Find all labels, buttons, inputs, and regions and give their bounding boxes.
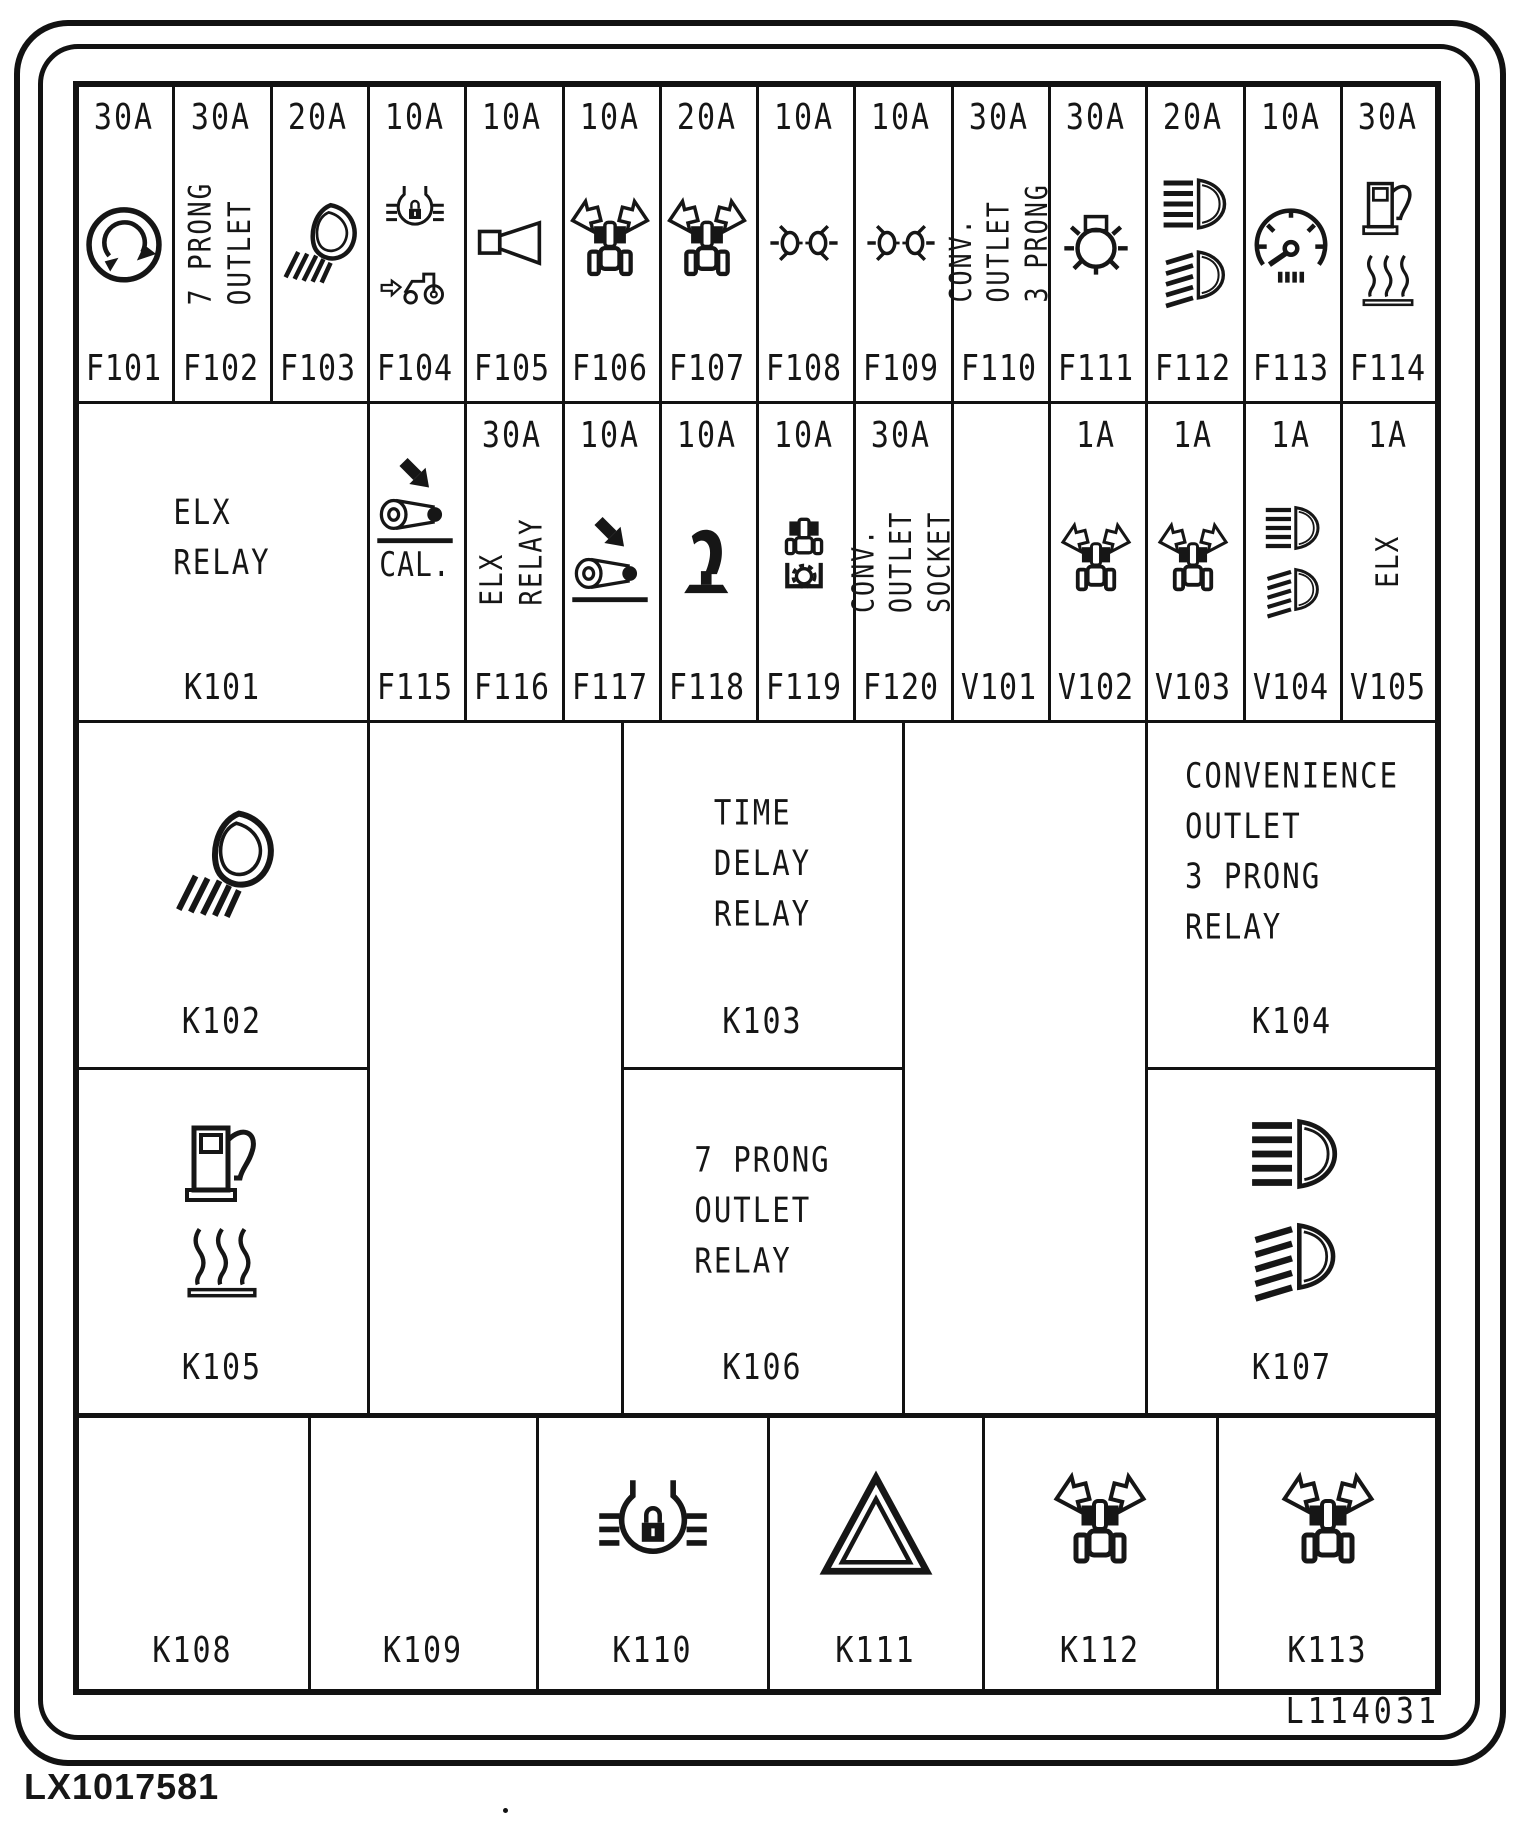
fuse-cell-f114	[1342, 86, 1434, 398]
socket-id: V104	[1252, 666, 1330, 709]
low-beam-icon	[1155, 248, 1231, 310]
relay-cell-k102	[78, 723, 366, 1065]
relay-cell-k104	[1148, 723, 1436, 1065]
amp-rating: 10A	[773, 96, 835, 139]
socket-cell-v105	[1342, 404, 1434, 717]
vertical-label	[1369, 535, 1408, 588]
fuse-id: F115	[376, 666, 454, 709]
horn-trumpet-icon	[669, 519, 745, 605]
relay-cell-k112	[985, 1417, 1215, 1690]
relay-id: K111	[835, 1629, 916, 1672]
amp-rating: 30A	[93, 96, 155, 139]
amp-rating: 1A	[1367, 414, 1409, 457]
vertical-label-line: RELAY	[513, 517, 550, 606]
relay-text-line: TIME	[713, 792, 792, 834]
relay-cell-k113	[1219, 1417, 1436, 1690]
relay-id: K103	[722, 1000, 803, 1043]
relay-cell-k107	[1148, 1070, 1436, 1411]
relay-cell-k110	[539, 1417, 766, 1690]
fuse-cell-f119	[758, 404, 850, 717]
work-light-icon	[157, 804, 287, 924]
roller-arrow-icon	[569, 519, 651, 605]
starter-motor-icon	[78, 197, 170, 289]
diff-lock-icon	[382, 180, 448, 240]
turn-signal-icon	[1278, 1464, 1378, 1586]
amp-rating: 20A	[287, 96, 349, 139]
relay-cell-k101	[78, 404, 366, 717]
vertical-label-line: SOCKET	[920, 510, 956, 613]
low-beam-icon	[1258, 566, 1324, 620]
relay-id: K108	[152, 1629, 233, 1672]
work-light-icon	[271, 198, 365, 288]
relay-cell-k106	[624, 1070, 901, 1411]
amp-rating: 1A	[1172, 414, 1214, 457]
fuse-cell-f111	[1050, 86, 1142, 398]
high-beam-icon	[1236, 1116, 1348, 1192]
relay-text-line: 3 PRONG	[1184, 855, 1322, 897]
amp-rating: 10A	[676, 414, 738, 457]
fuse-id: F103	[279, 347, 357, 390]
fuse-cell-f120	[845, 404, 956, 717]
fuse-cell-f118	[661, 404, 753, 717]
amp-rating: 10A	[579, 96, 641, 139]
amp-rating: 1A	[1075, 414, 1117, 457]
fuse-id: F108	[765, 347, 843, 390]
relay-cell-k111	[770, 1417, 981, 1690]
high-beam-icon	[1258, 504, 1324, 552]
fuse-cell-f106	[564, 86, 656, 398]
relay-text-line: CONVENIENCE	[1184, 754, 1400, 796]
relay-text-line: ELX	[173, 491, 232, 533]
relay-cell-k105	[78, 1070, 366, 1411]
vertical-label	[845, 510, 958, 612]
low-beam-icon	[1236, 1220, 1348, 1304]
fuse-id: F113	[1252, 347, 1330, 390]
relay-text-line: DELAY	[713, 843, 812, 884]
fuse-cell-f103	[272, 86, 364, 398]
fuse-id: F110	[960, 347, 1038, 390]
relay-cell-k108	[78, 1417, 307, 1690]
tractor-reverse-icon	[377, 248, 453, 306]
amp-rating: 10A	[481, 96, 543, 139]
light-bulb-icon	[1052, 199, 1140, 287]
fuel-pump-icon	[1353, 178, 1423, 242]
fuse-id: F120	[862, 666, 940, 709]
amp-rating: 30A	[190, 96, 252, 139]
tractor-pto-icon	[762, 516, 846, 608]
fuse-cell-f105	[466, 86, 558, 398]
amp-rating: 10A	[773, 414, 835, 457]
turn-signal-icon	[1058, 516, 1134, 608]
fuse-id: F116	[473, 666, 551, 709]
fuse-id: F119	[765, 666, 843, 709]
heater-icon	[1356, 252, 1420, 308]
relay-text	[694, 1134, 830, 1285]
high-beam-icon	[1155, 176, 1231, 232]
fuse-id: F118	[668, 666, 746, 709]
relay-text	[714, 788, 811, 939]
relay-id: K112	[1059, 1629, 1141, 1672]
fuse-id: F106	[571, 347, 649, 390]
fuse-id: F107	[668, 347, 746, 390]
amp-rating: 20A	[1162, 96, 1224, 139]
fuse-cell-f109	[855, 86, 947, 398]
turn-signal-icon	[1050, 1464, 1150, 1586]
amp-rating: 30A	[1065, 96, 1127, 139]
relay-text-line: OUTLET	[1184, 805, 1302, 847]
fuse-id: F101	[85, 347, 163, 390]
fuse-cell-f108	[758, 86, 850, 398]
fuse-cell-f102	[175, 86, 267, 398]
relay-id: K107	[1251, 1346, 1333, 1389]
vertical-label-line: OUTLET	[222, 198, 259, 305]
vertical-label	[473, 517, 551, 605]
amp-rating: 30A	[968, 96, 1030, 139]
amp-rating: 20A	[676, 96, 738, 139]
sheet-number: L114031	[1285, 1690, 1440, 1733]
socket-cell-v102	[1050, 404, 1142, 717]
fuse-cell-f113	[1245, 86, 1337, 398]
fuse-cell-f117	[564, 404, 656, 717]
amp-rating: 1A	[1270, 414, 1312, 457]
vertical-label-line: 7 PRONG	[183, 181, 220, 305]
amp-rating: 10A	[579, 414, 641, 457]
socket-cell-v103	[1147, 404, 1239, 717]
vertical-label	[182, 181, 260, 305]
amp-rating: 30A	[481, 414, 543, 457]
fuse-id: F105	[473, 347, 551, 390]
relay-cell-k103	[624, 723, 901, 1065]
amp-rating: 30A	[870, 414, 932, 457]
fuse-cell-f116	[466, 404, 558, 717]
relay-text-line: RELAY	[713, 893, 812, 935]
fuse-cell-f110	[943, 86, 1054, 398]
vertical-label-line: 3 PRONG	[1018, 183, 1054, 303]
relay-id: K113	[1287, 1629, 1368, 1672]
position-lights-icon	[758, 208, 850, 278]
fuse-cell-f101	[78, 86, 170, 398]
turn-signal-icon	[664, 191, 750, 295]
relay-id: K102	[181, 1000, 263, 1043]
fuse-id: F104	[376, 347, 454, 390]
relay-id: K101	[183, 666, 261, 709]
part-number: LX1017581	[24, 1766, 220, 1807]
position-lights-icon	[855, 208, 947, 278]
fuse-id: F114	[1349, 347, 1427, 390]
relay-id: K104	[1251, 1000, 1333, 1043]
socket-cell-v104	[1245, 404, 1337, 717]
socket-id: V105	[1349, 666, 1427, 709]
amp-rating: 10A	[384, 96, 446, 139]
vertical-label-line: ELX	[474, 552, 511, 606]
roller-arrow-icon	[374, 460, 456, 546]
relay-text	[1185, 750, 1399, 952]
relay-text	[173, 487, 270, 588]
socket-cell-v101	[953, 404, 1045, 717]
socket-id: V103	[1154, 666, 1232, 709]
fuel-pump-icon	[172, 1120, 272, 1212]
vertical-label-line: OUTLET	[981, 200, 1017, 303]
relay-text-line: RELAY	[173, 541, 271, 583]
relay-cell-k109	[311, 1417, 535, 1690]
vertical-label-line: OUTLET	[883, 510, 919, 613]
fuse-cell-f104	[369, 86, 461, 398]
relay-id: K110	[612, 1629, 693, 1672]
diff-lock-icon	[594, 1469, 712, 1581]
relay-text-line: 7 PRONG	[694, 1139, 831, 1180]
relay-text-line: RELAY	[694, 1240, 792, 1281]
socket-id: V102	[1057, 666, 1135, 709]
fuse-id: F111	[1057, 347, 1135, 390]
hazard-triangle-icon	[815, 1472, 937, 1578]
fuse-id: F117	[571, 666, 649, 709]
fuse-cell-f115	[369, 404, 461, 717]
amp-rating: 10A	[1260, 96, 1322, 139]
relay-text-line: RELAY	[1184, 906, 1283, 948]
fuse-id: F112	[1154, 347, 1232, 390]
vertical-label-line: CONV.	[943, 217, 979, 303]
vertical-label-line: ELX	[1369, 535, 1406, 588]
turn-signal-icon	[567, 191, 653, 295]
socket-id: V101	[960, 666, 1038, 709]
vertical-label-line: CONV.	[845, 527, 881, 613]
turn-signal-icon	[1155, 516, 1231, 608]
relay-text-line: OUTLET	[694, 1189, 812, 1231]
horn-icon	[468, 207, 556, 279]
vertical-label	[943, 183, 1056, 302]
stray-mark	[503, 1808, 508, 1813]
amp-rating: 10A	[870, 96, 932, 139]
fuse-cell-f112	[1147, 86, 1239, 398]
fuse-id: F102	[182, 347, 260, 390]
amp-rating: 30A	[1357, 96, 1419, 139]
relay-id: K109	[382, 1629, 464, 1672]
fuse-cell-f107	[661, 86, 753, 398]
relay-id: K105	[181, 1346, 263, 1389]
gauge-icon	[1246, 198, 1336, 288]
cal-caption: CAL.	[379, 544, 451, 585]
relay-id: K106	[722, 1346, 803, 1389]
fuse-id: F109	[862, 347, 940, 390]
heater-icon	[178, 1224, 266, 1300]
